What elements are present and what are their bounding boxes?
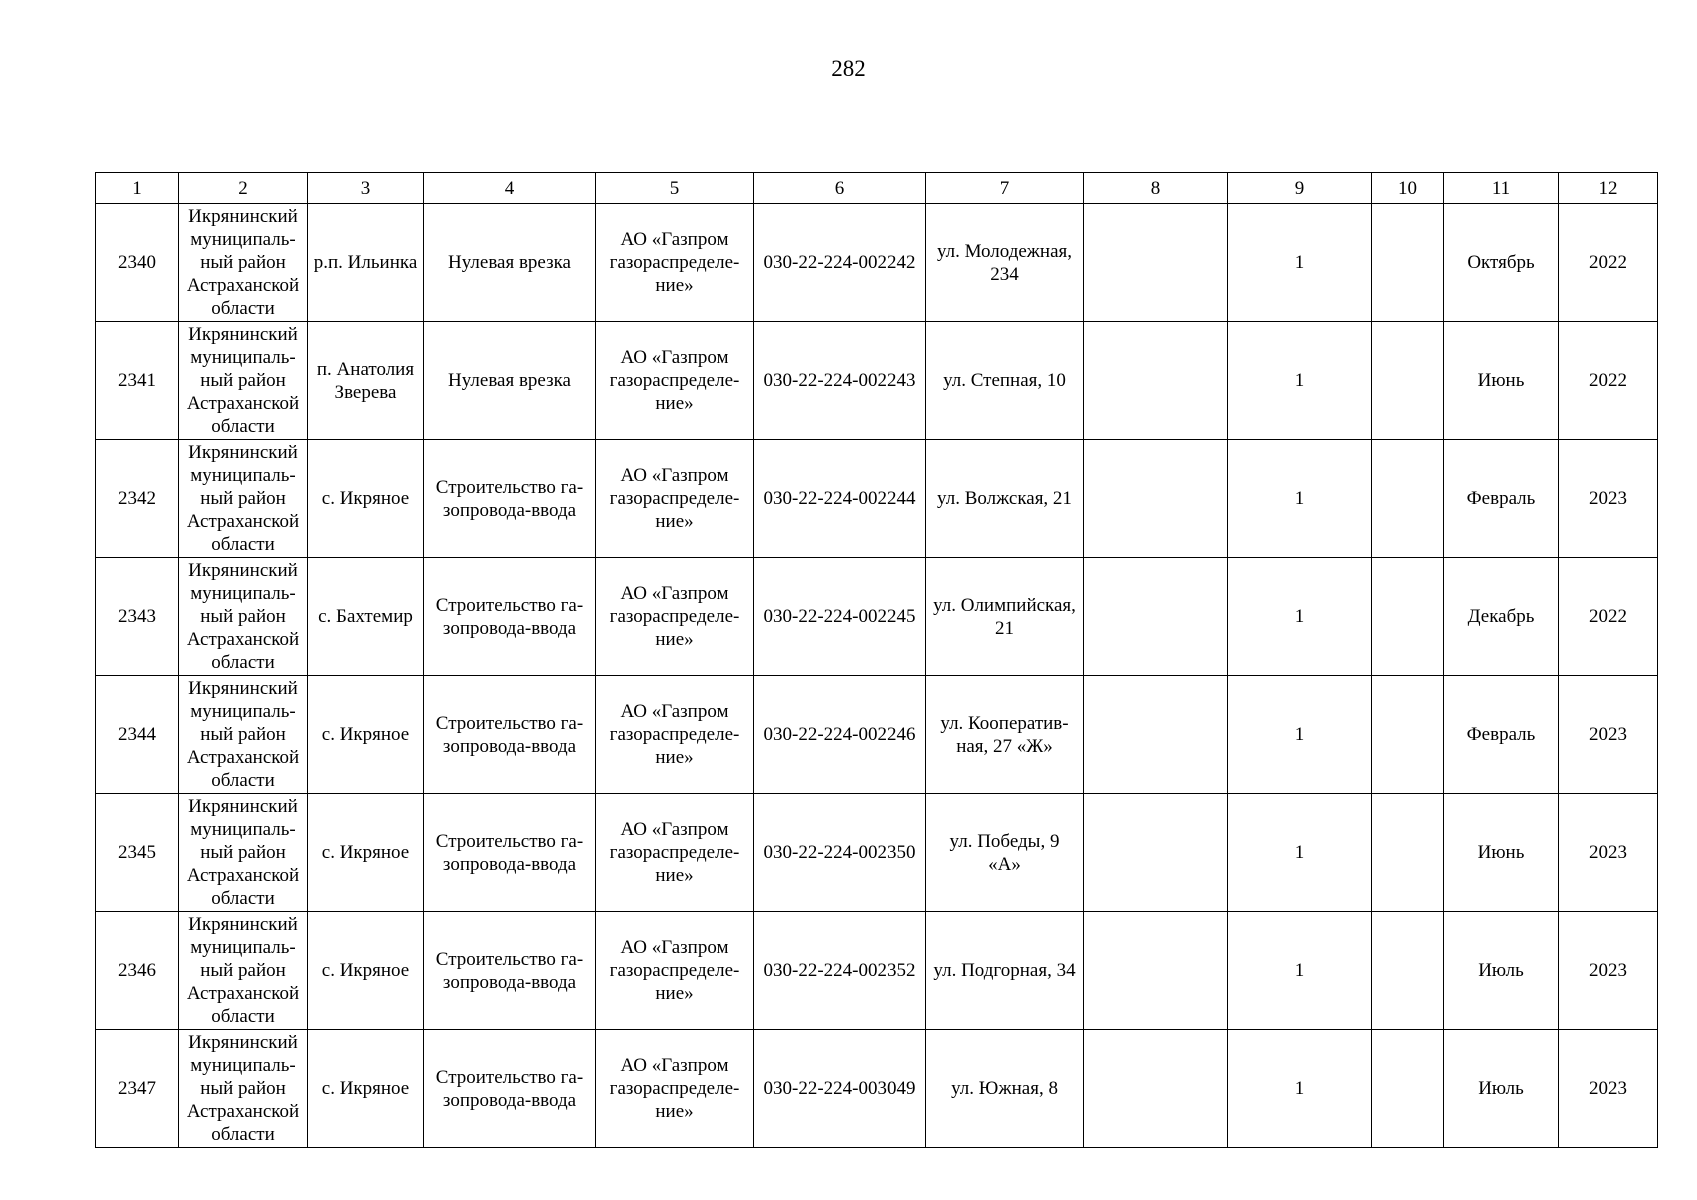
table-row: [96, 1030, 1658, 1148]
year-cell: [1559, 794, 1658, 912]
year-text: 2022: [1589, 606, 1627, 627]
gas-connection-table: [95, 172, 1658, 1148]
quantity-text: 1: [1294, 370, 1305, 391]
work-type-cell: [424, 322, 596, 440]
application-number-cell: [754, 204, 926, 322]
application-number-text: 030-22-224-002352: [763, 960, 916, 981]
work-type-cell: [424, 912, 596, 1030]
row-number-text: 2343: [118, 606, 156, 627]
address-cell: [926, 322, 1084, 440]
column-header-9: 9: [1228, 173, 1372, 204]
month-text: Октябрь: [1467, 252, 1535, 273]
year-text: 2022: [1589, 252, 1627, 273]
application-number-text: 030-22-224-003049: [763, 1078, 916, 1099]
application-number-cell: [754, 440, 926, 558]
column-header-11: 11: [1444, 173, 1559, 204]
column-8-cell: [1084, 794, 1228, 912]
organization-cell: [596, 794, 754, 912]
month-text: Февраль: [1466, 488, 1536, 509]
year-cell: [1559, 204, 1658, 322]
organization-cell: [596, 204, 754, 322]
address-cell: [926, 1030, 1084, 1148]
application-number-text: 030-22-224-002243: [763, 370, 916, 391]
application-number-text: 030-22-224-002350: [763, 842, 916, 863]
table-row: [96, 794, 1658, 912]
address-text: ул. Степная, 10: [943, 370, 1066, 391]
column-8-cell: [1084, 204, 1228, 322]
organization-text: АО «Газпром газораспределе- ние»: [609, 937, 740, 1004]
quantity-text: 1: [1294, 842, 1305, 863]
column-header-6: 6: [754, 173, 926, 204]
table-row: [96, 440, 1658, 558]
address-cell: [926, 912, 1084, 1030]
quantity-cell: [1228, 558, 1372, 676]
column-header-3: 3: [308, 173, 424, 204]
column-10-cell: [1372, 794, 1444, 912]
settlement-text: р.п. Ильинка: [313, 252, 418, 273]
organization-text: АО «Газпром газораспределе- ние»: [609, 347, 740, 414]
column-8-cell: [1084, 558, 1228, 676]
month-text: Июль: [1478, 960, 1524, 981]
year-text: 2023: [1589, 488, 1627, 509]
application-number-text: 030-22-224-002246: [763, 724, 916, 745]
table-body: [96, 204, 1658, 1148]
work-type-text: Строительство га- зопровода-ввода: [435, 476, 584, 521]
organization-text: АО «Газпром газораспределе- ние»: [609, 819, 740, 886]
work-type-text: Строительство га- зопровода-ввода: [435, 1066, 584, 1111]
month-text: Февраль: [1466, 724, 1536, 745]
address-text: ул. Олимпийская, 21: [933, 594, 1076, 639]
district-cell: [179, 204, 308, 322]
page-number: 282: [831, 56, 866, 81]
year-text: 2022: [1589, 370, 1627, 391]
row-number-cell: [96, 322, 179, 440]
settlement-text: с. Икряное: [321, 488, 410, 509]
address-cell: [926, 558, 1084, 676]
settlement-cell: [308, 322, 424, 440]
column-10-cell: [1372, 1030, 1444, 1148]
quantity-cell: [1228, 1030, 1372, 1148]
organization-cell: [596, 676, 754, 794]
application-number-cell: [754, 558, 926, 676]
year-cell: [1559, 440, 1658, 558]
address-cell: [926, 440, 1084, 558]
address-cell: [926, 204, 1084, 322]
row-number-cell: [96, 558, 179, 676]
application-number-text: 030-22-224-002242: [763, 252, 916, 273]
year-text: 2023: [1589, 842, 1627, 863]
column-header-1: 1: [96, 173, 179, 204]
district-text: Икрянинский муниципаль- ный район Астраханской области: [186, 796, 300, 909]
work-type-text: Строительство га- зопровода-ввода: [435, 830, 584, 875]
district-text: Икрянинский муниципаль- ный район Астраханской области: [186, 914, 300, 1027]
row-number-cell: [96, 1030, 179, 1148]
row-number-text: 2346: [118, 960, 156, 981]
column-8-cell: [1084, 1030, 1228, 1148]
column-10-cell: [1372, 676, 1444, 794]
row-number-cell: [96, 794, 179, 912]
column-10-cell: [1372, 912, 1444, 1030]
settlement-cell: [308, 1030, 424, 1148]
application-number-cell: [754, 322, 926, 440]
organization-text: АО «Газпром газораспределе- ние»: [609, 1055, 740, 1122]
row-number-text: 2341: [118, 370, 156, 391]
row-number-cell: [96, 912, 179, 1030]
district-text: Икрянинский муниципаль- ный район Астраханской области: [186, 1032, 300, 1145]
month-cell: [1444, 558, 1559, 676]
row-number-cell: [96, 676, 179, 794]
column-8-cell: [1084, 440, 1228, 558]
settlement-text: с. Икряное: [321, 960, 410, 981]
district-text: Икрянинский муниципаль- ный район Астраханской области: [186, 560, 300, 673]
address-cell: [926, 676, 1084, 794]
month-text: Июль: [1478, 1078, 1524, 1099]
work-type-text: Строительство га- зопровода-ввода: [435, 948, 584, 993]
organization-text: АО «Газпром газораспределе- ние»: [609, 229, 740, 296]
settlement-cell: [308, 676, 424, 794]
work-type-text: Строительство га- зопровода-ввода: [435, 594, 584, 639]
address-text: ул. Кооператив- ная, 27 «Ж»: [940, 712, 1069, 757]
district-cell: [179, 912, 308, 1030]
application-number-text: 030-22-224-002245: [763, 606, 916, 627]
year-cell: [1559, 912, 1658, 1030]
year-text: 2023: [1589, 724, 1627, 745]
district-text: Икрянинский муниципаль- ный район Астраханской области: [186, 678, 300, 791]
district-cell: [179, 440, 308, 558]
district-text: Икрянинский муниципаль- ный район Астраханской области: [186, 206, 300, 319]
column-10-cell: [1372, 440, 1444, 558]
district-cell: [179, 558, 308, 676]
application-number-cell: [754, 912, 926, 1030]
settlement-cell: [308, 912, 424, 1030]
year-cell: [1559, 558, 1658, 676]
month-text: Июнь: [1477, 370, 1525, 391]
district-cell: [179, 794, 308, 912]
address-text: ул. Молодежная, 234: [936, 240, 1073, 285]
application-number-cell: [754, 676, 926, 794]
quantity-text: 1: [1294, 252, 1305, 273]
settlement-cell: [308, 794, 424, 912]
application-number-cell: [754, 1030, 926, 1148]
month-cell: [1444, 676, 1559, 794]
row-number-text: 2345: [118, 842, 156, 863]
settlement-cell: [308, 558, 424, 676]
settlement-text: с. Икряное: [321, 1078, 410, 1099]
work-type-cell: [424, 794, 596, 912]
address-text: ул. Победы, 9 «А»: [949, 830, 1060, 875]
address-text: ул. Подгорная, 34: [933, 960, 1076, 981]
quantity-text: 1: [1294, 724, 1305, 745]
column-header-12: 12: [1559, 173, 1658, 204]
column-header-4: 4: [424, 173, 596, 204]
quantity-cell: [1228, 440, 1372, 558]
work-type-cell: [424, 558, 596, 676]
row-number-cell: [96, 204, 179, 322]
table-row: [96, 912, 1658, 1030]
column-header-2: 2: [179, 173, 308, 204]
settlement-cell: [308, 440, 424, 558]
row-number-cell: [96, 440, 179, 558]
year-cell: [1559, 676, 1658, 794]
column-8-cell: [1084, 322, 1228, 440]
row-number-text: 2340: [118, 252, 156, 273]
organization-cell: [596, 558, 754, 676]
quantity-text: 1: [1294, 1078, 1305, 1099]
district-cell: [179, 676, 308, 794]
quantity-text: 1: [1294, 488, 1305, 509]
organization-cell: [596, 1030, 754, 1148]
column-10-cell: [1372, 322, 1444, 440]
column-8-cell: [1084, 912, 1228, 1030]
quantity-text: 1: [1294, 606, 1305, 627]
organization-cell: [596, 322, 754, 440]
column-header-10: 10: [1372, 173, 1444, 204]
row-number-text: 2342: [118, 488, 156, 509]
column-header-5: 5: [596, 173, 754, 204]
settlement-cell: [308, 204, 424, 322]
row-number-text: 2347: [118, 1078, 156, 1099]
work-type-cell: [424, 676, 596, 794]
month-cell: [1444, 912, 1559, 1030]
work-type-text: Нулевая врезка: [448, 252, 571, 273]
settlement-text: с. Икряное: [321, 842, 410, 863]
quantity-cell: [1228, 322, 1372, 440]
month-text: Июнь: [1477, 842, 1525, 863]
organization-text: АО «Газпром газораспределе- ние»: [609, 583, 740, 650]
organization-cell: [596, 440, 754, 558]
month-cell: [1444, 204, 1559, 322]
year-text: 2023: [1589, 960, 1627, 981]
column-header-7: 7: [926, 173, 1084, 204]
address-text: ул. Южная, 8: [951, 1078, 1058, 1099]
district-text: Икрянинский муниципаль- ный район Астраханской области: [186, 324, 300, 437]
month-cell: [1444, 440, 1559, 558]
table-row: [96, 322, 1658, 440]
column-10-cell: [1372, 558, 1444, 676]
column-8-cell: [1084, 676, 1228, 794]
month-text: Декабрь: [1467, 606, 1535, 627]
settlement-text: п. Анатолия Зверева: [316, 358, 415, 403]
month-cell: [1444, 1030, 1559, 1148]
table-row: [96, 204, 1658, 322]
month-cell: [1444, 322, 1559, 440]
month-cell: [1444, 794, 1559, 912]
quantity-text: 1: [1294, 960, 1305, 981]
work-type-cell: [424, 1030, 596, 1148]
settlement-text: с. Икряное: [321, 724, 410, 745]
organization-text: АО «Газпром газораспределе- ние»: [609, 465, 740, 532]
work-type-text: Строительство га- зопровода-ввода: [435, 712, 584, 757]
row-number-text: 2344: [118, 724, 156, 745]
address-text: ул. Волжская, 21: [937, 488, 1072, 509]
work-type-cell: [424, 204, 596, 322]
quantity-cell: [1228, 676, 1372, 794]
quantity-cell: [1228, 912, 1372, 1030]
year-cell: [1559, 322, 1658, 440]
application-number-cell: [754, 794, 926, 912]
district-cell: [179, 322, 308, 440]
district-text: Икрянинский муниципаль- ный район Астраханской области: [186, 442, 300, 555]
table-header: [96, 173, 1658, 204]
quantity-cell: [1228, 794, 1372, 912]
settlement-text: с. Бахтемир: [318, 606, 413, 627]
work-type-cell: [424, 440, 596, 558]
quantity-cell: [1228, 204, 1372, 322]
work-type-text: Нулевая врезка: [448, 370, 571, 391]
year-text: 2023: [1589, 1078, 1627, 1099]
table-row: [96, 676, 1658, 794]
organization-text: АО «Газпром газораспределе- ние»: [609, 701, 740, 768]
district-cell: [179, 1030, 308, 1148]
year-cell: [1559, 1030, 1658, 1148]
address-cell: [926, 794, 1084, 912]
table-row: [96, 558, 1658, 676]
organization-cell: [596, 912, 754, 1030]
header-row: [96, 173, 1658, 204]
application-number-text: 030-22-224-002244: [763, 488, 916, 509]
column-10-cell: [1372, 204, 1444, 322]
column-header-8: 8: [1084, 173, 1228, 204]
